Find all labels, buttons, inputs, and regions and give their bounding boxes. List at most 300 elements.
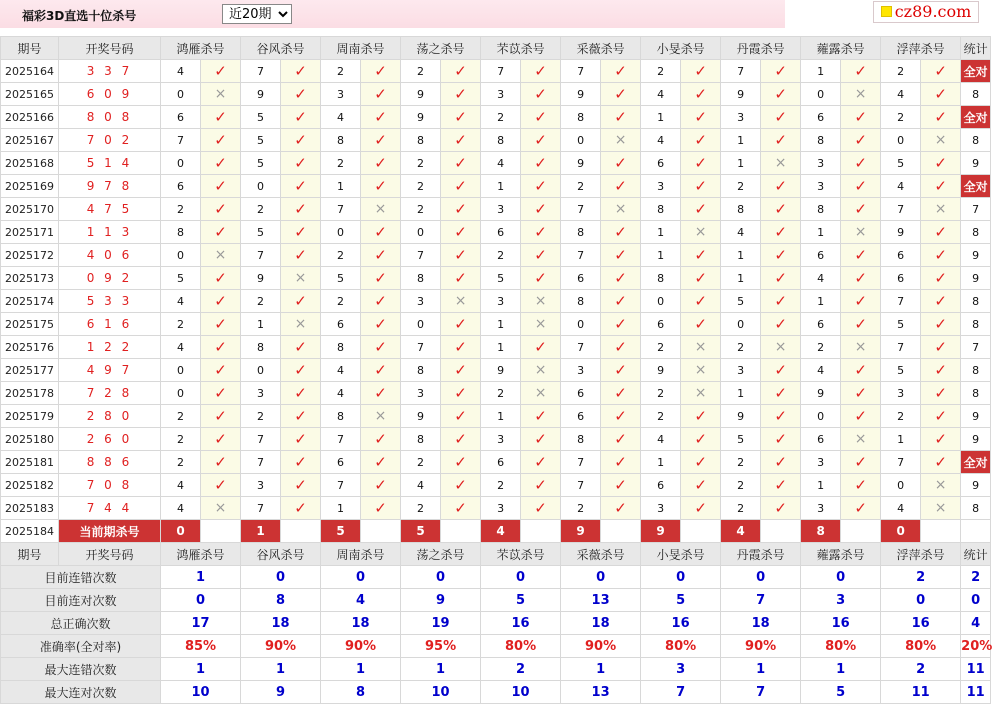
stat-value: 80% (641, 635, 721, 658)
kill-number: 3 (721, 106, 761, 129)
current-spacer (601, 520, 641, 543)
row-period: 2025170 (1, 198, 59, 221)
check-icon: ✓ (614, 108, 627, 126)
kill-number: 6 (561, 405, 601, 428)
header-expert: 周南杀号 (321, 37, 401, 60)
kill-number: 2 (881, 106, 921, 129)
header-expert: 谷风杀号 (241, 543, 321, 566)
kill-number: 7 (561, 474, 601, 497)
kill-number: 2 (721, 497, 761, 520)
result-cell (441, 198, 481, 221)
result-cell (841, 382, 881, 405)
kill-number: 4 (641, 129, 681, 152)
kill-number: 2 (881, 60, 921, 83)
kill-number: 2 (641, 336, 681, 359)
cross-icon: × (214, 500, 227, 516)
cross-icon: × (694, 385, 707, 401)
result-cell (681, 175, 721, 198)
stat-value: 1 (321, 658, 401, 681)
row-period: 2025173 (1, 267, 59, 290)
result-cell (281, 336, 321, 359)
result-cell (921, 290, 961, 313)
check-icon: ✓ (534, 430, 547, 448)
check-icon: ✓ (934, 269, 947, 287)
stat-value: 0 (241, 566, 321, 589)
stat-value: 90% (321, 635, 401, 658)
header-total: 统计 (961, 543, 991, 566)
result-cell (521, 60, 561, 83)
kill-number: 5 (241, 106, 281, 129)
check-icon: ✓ (454, 430, 467, 448)
result-cell (441, 244, 481, 267)
header-expert: 芣苡杀号 (481, 543, 561, 566)
table-row (1, 382, 991, 405)
check-icon: ✓ (774, 177, 787, 195)
row-period: 2025168 (1, 152, 59, 175)
result-cell (601, 382, 641, 405)
check-icon: ✓ (694, 131, 707, 149)
check-icon: ✓ (214, 200, 227, 218)
check-icon: ✓ (854, 315, 867, 333)
header-expert: 荡之杀号 (401, 543, 481, 566)
kill-number: 6 (321, 313, 361, 336)
kill-number: 4 (161, 497, 201, 520)
kill-number: 9 (241, 267, 281, 290)
kill-number: 1 (641, 106, 681, 129)
stat-value: 17 (161, 612, 241, 635)
result-cell (761, 359, 801, 382)
kill-number: 6 (801, 244, 841, 267)
kill-number: 8 (321, 129, 361, 152)
row-draw-number: 5 3 3 (59, 290, 161, 313)
result-cell (841, 405, 881, 428)
row-draw-number: 4 7 5 (59, 198, 161, 221)
result-cell (521, 336, 561, 359)
check-icon: ✓ (454, 361, 467, 379)
check-icon: ✓ (854, 476, 867, 494)
result-cell (841, 474, 881, 497)
result-cell (761, 451, 801, 474)
result-cell (921, 382, 961, 405)
kill-number: 6 (881, 267, 921, 290)
check-icon: ✓ (454, 453, 467, 471)
stat-value: 10 (161, 681, 241, 704)
result-cell (201, 129, 241, 152)
check-icon: ✓ (614, 62, 627, 80)
stat-total: 11 (961, 681, 991, 704)
kill-number: 8 (321, 405, 361, 428)
kill-number: 7 (321, 474, 361, 497)
kill-number: 1 (721, 244, 761, 267)
kill-number: 3 (321, 83, 361, 106)
result-cell (681, 152, 721, 175)
result-cell (361, 359, 401, 382)
kill-number: 2 (401, 451, 441, 474)
result-cell (601, 267, 641, 290)
result-cell (841, 129, 881, 152)
result-cell (601, 106, 641, 129)
check-icon: ✓ (374, 292, 387, 310)
check-icon: ✓ (774, 292, 787, 310)
result-cell (921, 359, 961, 382)
check-icon: ✓ (454, 246, 467, 264)
kill-number: 5 (241, 221, 281, 244)
cross-icon: × (854, 431, 867, 447)
check-icon: ✓ (614, 315, 627, 333)
kill-number: 7 (881, 451, 921, 474)
result-cell (601, 244, 641, 267)
row-period: 2025176 (1, 336, 59, 359)
check-icon: ✓ (374, 177, 387, 195)
row-total: 9 (961, 267, 991, 290)
result-cell (201, 451, 241, 474)
stat-value: 18 (561, 612, 641, 635)
table-row (1, 405, 991, 428)
kill-number: 8 (321, 336, 361, 359)
stat-value: 0 (481, 566, 561, 589)
result-cell (281, 382, 321, 405)
header-expert: 采薇杀号 (561, 543, 641, 566)
check-icon: ✓ (934, 407, 947, 425)
row-total: 9 (961, 244, 991, 267)
result-cell (921, 267, 961, 290)
result-cell (601, 313, 641, 336)
stat-value: 1 (801, 658, 881, 681)
row-period: 2025165 (1, 83, 59, 106)
result-cell (281, 451, 321, 474)
top-bar (0, 0, 978, 28)
kill-number: 3 (641, 175, 681, 198)
kill-number: 0 (801, 405, 841, 428)
cross-icon: × (934, 132, 947, 148)
result-cell (441, 336, 481, 359)
result-cell (521, 152, 561, 175)
kill-number: 4 (161, 336, 201, 359)
period-select[interactable] (222, 4, 292, 24)
row-draw-number: 1 1 3 (59, 221, 161, 244)
check-icon: ✓ (774, 108, 787, 126)
kill-number: 4 (481, 152, 521, 175)
check-icon: ✓ (374, 499, 387, 517)
logo-square-icon (881, 6, 892, 17)
header-period: 期号 (1, 543, 59, 566)
kill-number: 2 (241, 290, 281, 313)
current-kill-number: 5 (321, 520, 361, 543)
kill-number: 1 (801, 221, 841, 244)
check-icon: ✓ (694, 154, 707, 172)
check-icon: ✓ (534, 338, 547, 356)
kill-number: 2 (161, 405, 201, 428)
stat-value: 1 (161, 566, 241, 589)
header-expert: 小旻杀号 (641, 543, 721, 566)
result-cell (921, 175, 961, 198)
header-expert: 丹霞杀号 (721, 37, 801, 60)
result-cell (281, 405, 321, 428)
result-cell (521, 451, 561, 474)
logo-text: cz89.com (894, 2, 972, 21)
row-draw-number: 2 6 0 (59, 428, 161, 451)
check-icon: ✓ (774, 131, 787, 149)
stat-label: 最大连错次数 (1, 658, 161, 681)
current-spacer (841, 520, 881, 543)
result-cell (361, 129, 401, 152)
stat-value: 3 (801, 589, 881, 612)
stat-value: 7 (721, 681, 801, 704)
stat-total: 4 (961, 612, 991, 635)
result-cell (441, 428, 481, 451)
row-period: 2025169 (1, 175, 59, 198)
kill-number: 8 (561, 290, 601, 313)
stat-value: 8 (321, 681, 401, 704)
result-cell (601, 175, 641, 198)
kill-number: 5 (241, 129, 281, 152)
check-icon: ✓ (534, 200, 547, 218)
header-draw: 开奖号码 (59, 37, 161, 60)
kill-number: 2 (561, 175, 601, 198)
kill-number: 4 (161, 60, 201, 83)
kill-number: 8 (561, 106, 601, 129)
kill-number: 2 (161, 451, 201, 474)
check-icon: ✓ (774, 62, 787, 80)
check-icon: ✓ (614, 407, 627, 425)
site-logo[interactable] (873, 1, 979, 23)
check-icon: ✓ (294, 430, 307, 448)
current-kill-number: 8 (801, 520, 841, 543)
check-icon: ✓ (294, 338, 307, 356)
kill-number: 1 (881, 428, 921, 451)
result-cell (841, 198, 881, 221)
check-icon: ✓ (374, 338, 387, 356)
result-cell (841, 428, 881, 451)
result-cell (441, 129, 481, 152)
kill-number: 7 (561, 451, 601, 474)
result-cell (761, 175, 801, 198)
result-cell (441, 405, 481, 428)
kill-number: 8 (641, 198, 681, 221)
result-cell (761, 336, 801, 359)
kill-number: 1 (641, 451, 681, 474)
kill-number: 3 (881, 382, 921, 405)
check-icon: ✓ (214, 269, 227, 287)
result-cell (201, 336, 241, 359)
result-cell (841, 106, 881, 129)
result-cell (521, 382, 561, 405)
result-cell (841, 267, 881, 290)
result-cell (201, 497, 241, 520)
check-icon: ✓ (214, 407, 227, 425)
kill-number: 9 (721, 405, 761, 428)
cross-icon: × (854, 86, 867, 102)
kill-number: 4 (881, 497, 921, 520)
result-cell (761, 382, 801, 405)
page-title: 福彩3D直选十位杀号 (22, 9, 137, 23)
result-cell (921, 405, 961, 428)
check-icon: ✓ (214, 476, 227, 494)
kill-number: 9 (481, 359, 521, 382)
result-cell (361, 175, 401, 198)
check-icon: ✓ (614, 85, 627, 103)
result-cell (441, 175, 481, 198)
kill-number: 4 (321, 382, 361, 405)
kill-number: 6 (641, 313, 681, 336)
result-cell (521, 313, 561, 336)
cross-icon: × (214, 247, 227, 263)
row-total: 9 (961, 428, 991, 451)
check-icon: ✓ (374, 108, 387, 126)
result-cell (681, 221, 721, 244)
kill-number: 7 (881, 198, 921, 221)
check-icon: ✓ (294, 131, 307, 149)
result-cell (201, 60, 241, 83)
current-kill-number: 9 (561, 520, 601, 543)
kill-number: 6 (161, 106, 201, 129)
kill-number: 9 (401, 83, 441, 106)
stat-row (1, 635, 991, 658)
stat-value: 0 (721, 566, 801, 589)
stat-value: 18 (721, 612, 801, 635)
result-cell (921, 60, 961, 83)
check-icon: ✓ (294, 177, 307, 195)
kill-number: 4 (801, 359, 841, 382)
stat-value: 3 (641, 658, 721, 681)
check-icon: ✓ (534, 108, 547, 126)
check-icon: ✓ (774, 246, 787, 264)
result-cell (681, 336, 721, 359)
kill-number: 1 (721, 267, 761, 290)
kill-number: 2 (721, 474, 761, 497)
stat-value: 0 (561, 566, 641, 589)
check-icon: ✓ (294, 361, 307, 379)
stat-value: 1 (241, 658, 321, 681)
kill-number: 0 (161, 382, 201, 405)
result-cell (521, 474, 561, 497)
result-cell (841, 313, 881, 336)
row-draw-number: 9 7 8 (59, 175, 161, 198)
result-cell (521, 497, 561, 520)
check-icon: ✓ (854, 269, 867, 287)
check-icon: ✓ (934, 177, 947, 195)
stat-value: 85% (161, 635, 241, 658)
kill-number: 7 (561, 198, 601, 221)
check-icon: ✓ (454, 384, 467, 402)
table-row (1, 83, 991, 106)
result-cell (201, 152, 241, 175)
stat-row (1, 566, 991, 589)
result-cell (361, 290, 401, 313)
check-icon: ✓ (294, 154, 307, 172)
result-cell (681, 451, 721, 474)
stat-value: 16 (801, 612, 881, 635)
check-icon: ✓ (614, 499, 627, 517)
stat-value: 95% (401, 635, 481, 658)
result-cell (841, 336, 881, 359)
row-draw-number: 3 3 7 (59, 60, 161, 83)
check-icon: ✓ (774, 476, 787, 494)
current-kill-number: 0 (881, 520, 921, 543)
kill-number: 2 (481, 106, 521, 129)
kill-number: 1 (481, 336, 521, 359)
result-cell (201, 83, 241, 106)
result-cell (441, 83, 481, 106)
stat-label: 准确率(全对率) (1, 635, 161, 658)
kill-number: 3 (481, 497, 521, 520)
stat-value: 5 (641, 589, 721, 612)
check-icon: ✓ (294, 200, 307, 218)
all-correct-badge: 全对 (961, 451, 991, 474)
cross-icon: × (694, 362, 707, 378)
result-cell (281, 428, 321, 451)
kill-number: 9 (721, 83, 761, 106)
kill-number: 5 (321, 267, 361, 290)
result-cell (601, 405, 641, 428)
check-icon: ✓ (774, 85, 787, 103)
check-icon: ✓ (374, 430, 387, 448)
result-cell (361, 451, 401, 474)
result-cell (281, 83, 321, 106)
kill-number: 0 (561, 129, 601, 152)
kill-number: 8 (561, 428, 601, 451)
check-icon: ✓ (294, 292, 307, 310)
kill-number: 6 (481, 451, 521, 474)
stat-value: 19 (401, 612, 481, 635)
header-expert: 周南杀号 (321, 543, 401, 566)
current-spacer (921, 520, 961, 543)
header-total: 统计 (961, 37, 991, 60)
kill-number: 7 (241, 497, 281, 520)
check-icon: ✓ (854, 108, 867, 126)
kill-number: 3 (801, 451, 841, 474)
row-total: 8 (961, 129, 991, 152)
result-cell (281, 359, 321, 382)
result-cell (681, 129, 721, 152)
kill-number: 6 (881, 244, 921, 267)
current-total-spacer (961, 520, 991, 543)
result-cell (601, 336, 641, 359)
current-spacer (201, 520, 241, 543)
kill-number: 6 (161, 175, 201, 198)
check-icon: ✓ (934, 338, 947, 356)
stat-value: 1 (161, 658, 241, 681)
check-icon: ✓ (854, 177, 867, 195)
stat-value: 16 (881, 612, 961, 635)
kill-number: 8 (401, 428, 441, 451)
cross-icon: × (854, 339, 867, 355)
stat-value: 0 (641, 566, 721, 589)
check-icon: ✓ (694, 108, 707, 126)
check-icon: ✓ (694, 499, 707, 517)
kill-number: 6 (801, 428, 841, 451)
stat-value: 0 (321, 566, 401, 589)
check-icon: ✓ (214, 108, 227, 126)
kill-number: 3 (801, 152, 841, 175)
kill-number: 5 (881, 313, 921, 336)
kill-number: 0 (881, 474, 921, 497)
check-icon: ✓ (854, 384, 867, 402)
kill-number: 4 (161, 290, 201, 313)
check-icon: ✓ (694, 407, 707, 425)
stat-value: 0 (161, 589, 241, 612)
check-icon: ✓ (454, 200, 467, 218)
result-cell (201, 428, 241, 451)
check-icon: ✓ (854, 154, 867, 172)
table-row (1, 497, 991, 520)
check-icon: ✓ (294, 407, 307, 425)
current-spacer (681, 520, 721, 543)
check-icon: ✓ (294, 476, 307, 494)
check-icon: ✓ (454, 85, 467, 103)
kill-number: 4 (321, 359, 361, 382)
row-total: 7 (961, 198, 991, 221)
